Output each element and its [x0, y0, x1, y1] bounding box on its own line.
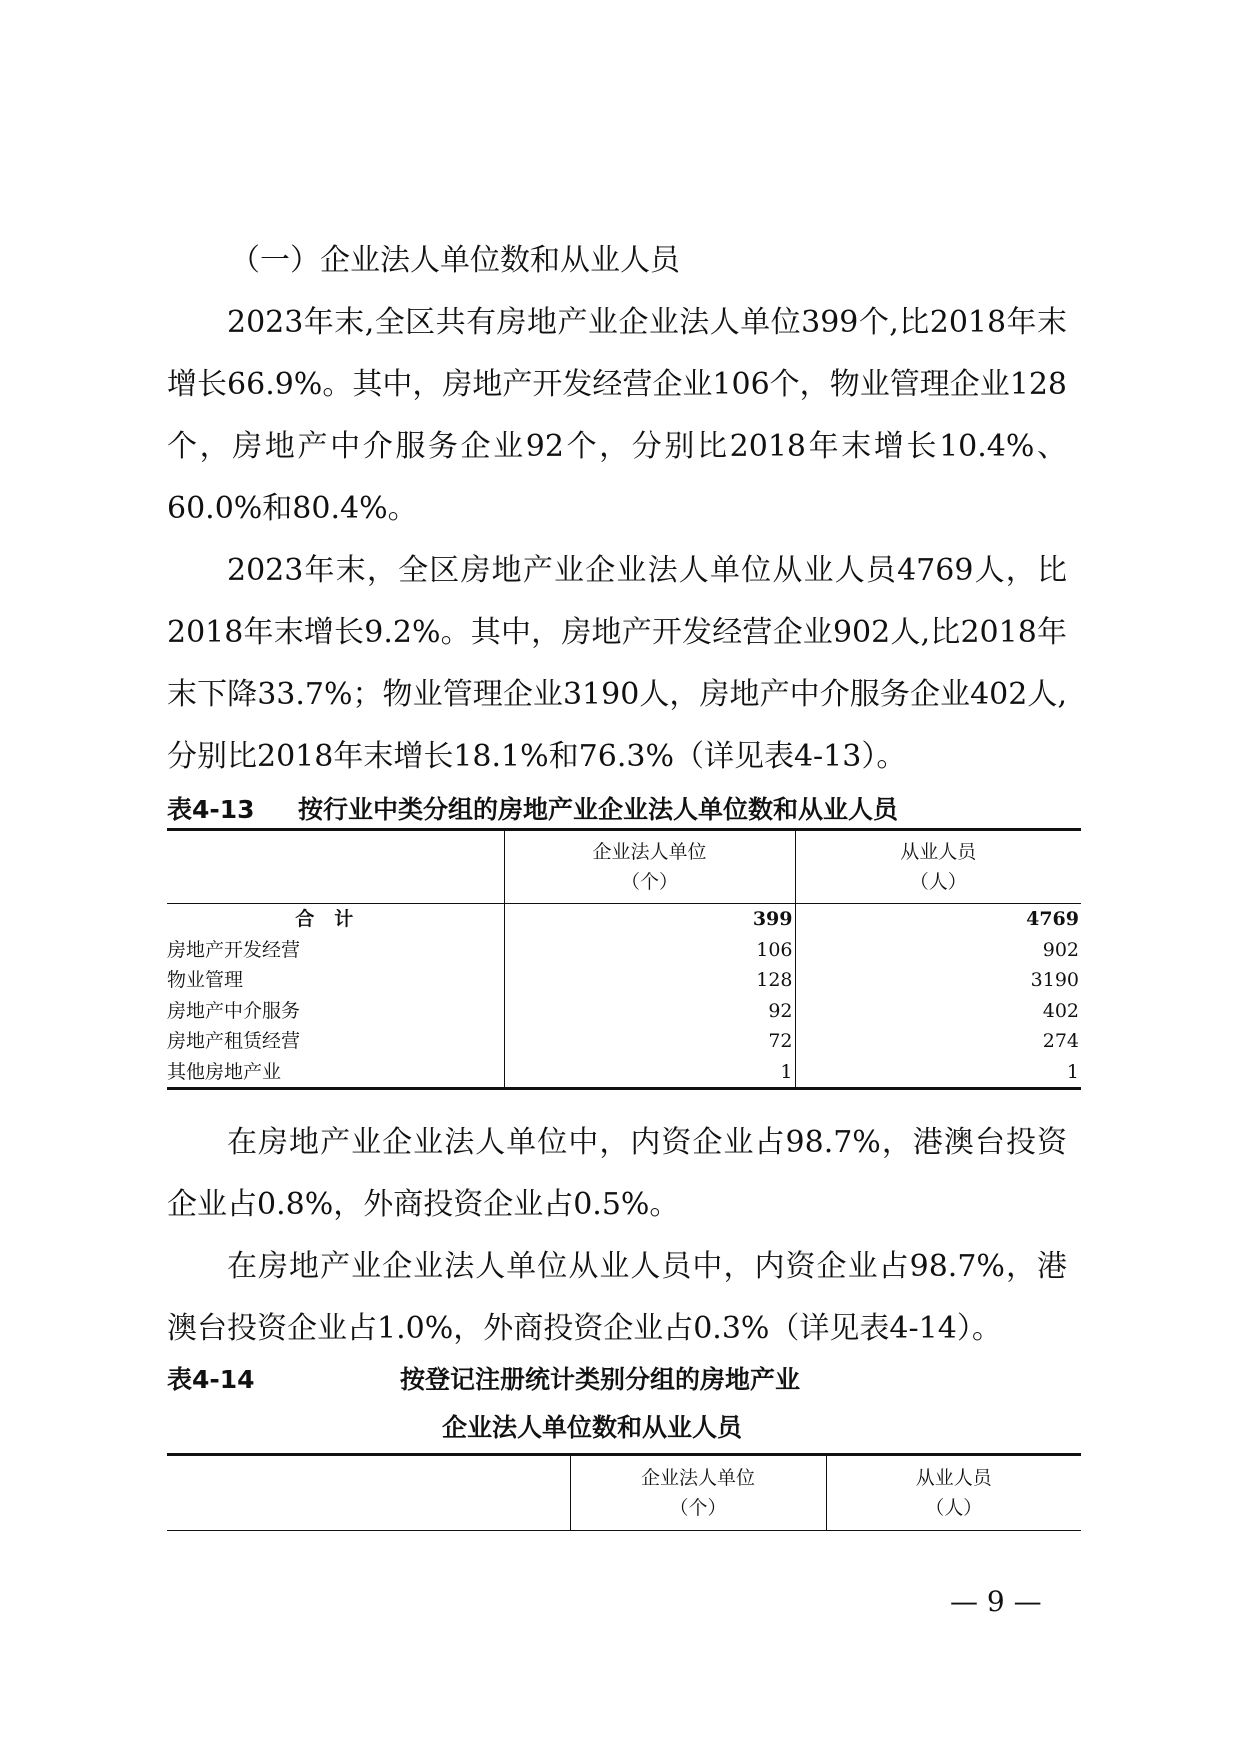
table-4-13 [167, 828, 1081, 1090]
table-4-14-title-line1: 按登记注册统计类别分组的房地产业 [400, 1365, 801, 1394]
header-units [504, 830, 795, 904]
page-number: — 9 — [950, 1585, 1042, 1618]
table-row [167, 996, 1081, 1027]
table-row [167, 1057, 1081, 1089]
header-persons-label: 从业人员 [915, 1467, 992, 1489]
row-persons: 1 [795, 1057, 1081, 1089]
row-units: 128 [504, 965, 795, 996]
row-name: 其他房地产业 [167, 1060, 282, 1083]
header-persons-unit: （人） [925, 1497, 983, 1519]
table-4-14-number: 表4-14 [167, 1365, 255, 1394]
header-blank [167, 830, 504, 904]
header-units-unit: （个） [620, 871, 678, 893]
section-heading: （一）企业法人单位数和从业人员 [230, 243, 680, 278]
row-name: 合计 [295, 908, 374, 930]
row-name: 房地产中介服务 [167, 999, 301, 1022]
paragraph-unit-count: 2023年末,全区共有房地产业企业法人单位399个,比2018年末增长66.9%。其中，房地产开发经营企业106个，物业管理企业128个，房地产中介服务企业92个，分别比2018年末增长10.4%、60.0%和80.4%。 [167, 305, 1067, 526]
header-units-label: 企业法人单位 [640, 1467, 755, 1489]
row-persons: 902 [795, 935, 1081, 966]
row-units: 399 [504, 904, 795, 935]
header-persons [795, 830, 1081, 904]
table-4-14 [167, 1453, 1081, 1531]
table-row-total [167, 904, 1081, 935]
row-units: 92 [504, 996, 795, 1027]
row-name: 房地产租赁经营 [167, 1030, 301, 1052]
table-row [167, 1026, 1081, 1057]
table-4-13-number: 表4-13 [167, 795, 255, 824]
row-persons: 402 [795, 996, 1081, 1027]
header-persons-unit: （人） [909, 871, 967, 893]
table-4-14-title-line2: 企业法人单位数和从业人员 [442, 1413, 743, 1442]
header-blank [167, 1455, 570, 1531]
header-units-label: 企业法人单位 [592, 841, 707, 863]
table-row [167, 935, 1081, 966]
row-persons: 4769 [795, 904, 1081, 935]
paragraph-employees: 2023年末，全区房地产业企业法人单位从业人员4769人，比2018年末增长9.2%。其中，房地产开发经营企业902人,比2018年末下降33.7%；物业管理企业3190人，房地产中介服务企业402人,分别比2018年末增长18.1%和76.3%（详见表4-13）。 [167, 553, 1067, 774]
table-4-13-title: 按行业中类分组的房地产业企业法人单位数和从业人员 [298, 795, 899, 824]
header-persons-label: 从业人员 [900, 841, 977, 863]
paragraph-unit-share: 在房地产业企业法人单位中，内资企业占98.7%，港澳台投资企业占0.8%，外商投资企业占0.5%。 [167, 1125, 1067, 1222]
header-units [570, 1455, 826, 1531]
header-units-unit: （个） [669, 1497, 727, 1519]
row-units: 106 [504, 935, 795, 966]
table-row [167, 965, 1081, 996]
table-header-row [167, 830, 1081, 904]
row-name: 物业管理 [167, 969, 244, 991]
row-units: 1 [504, 1057, 795, 1089]
row-units: 72 [504, 1026, 795, 1057]
table-header-row [167, 1455, 1081, 1531]
paragraph-employee-share: 在房地产业企业法人单位从业人员中，内资企业占98.7%，港澳台投资企业占1.0%，外商投资企业占0.3%（详见表4-14）。 [167, 1249, 1067, 1346]
row-persons: 274 [795, 1026, 1081, 1057]
row-name: 房地产开发经营 [167, 938, 301, 961]
row-persons: 3190 [795, 965, 1081, 996]
header-persons [826, 1455, 1081, 1531]
